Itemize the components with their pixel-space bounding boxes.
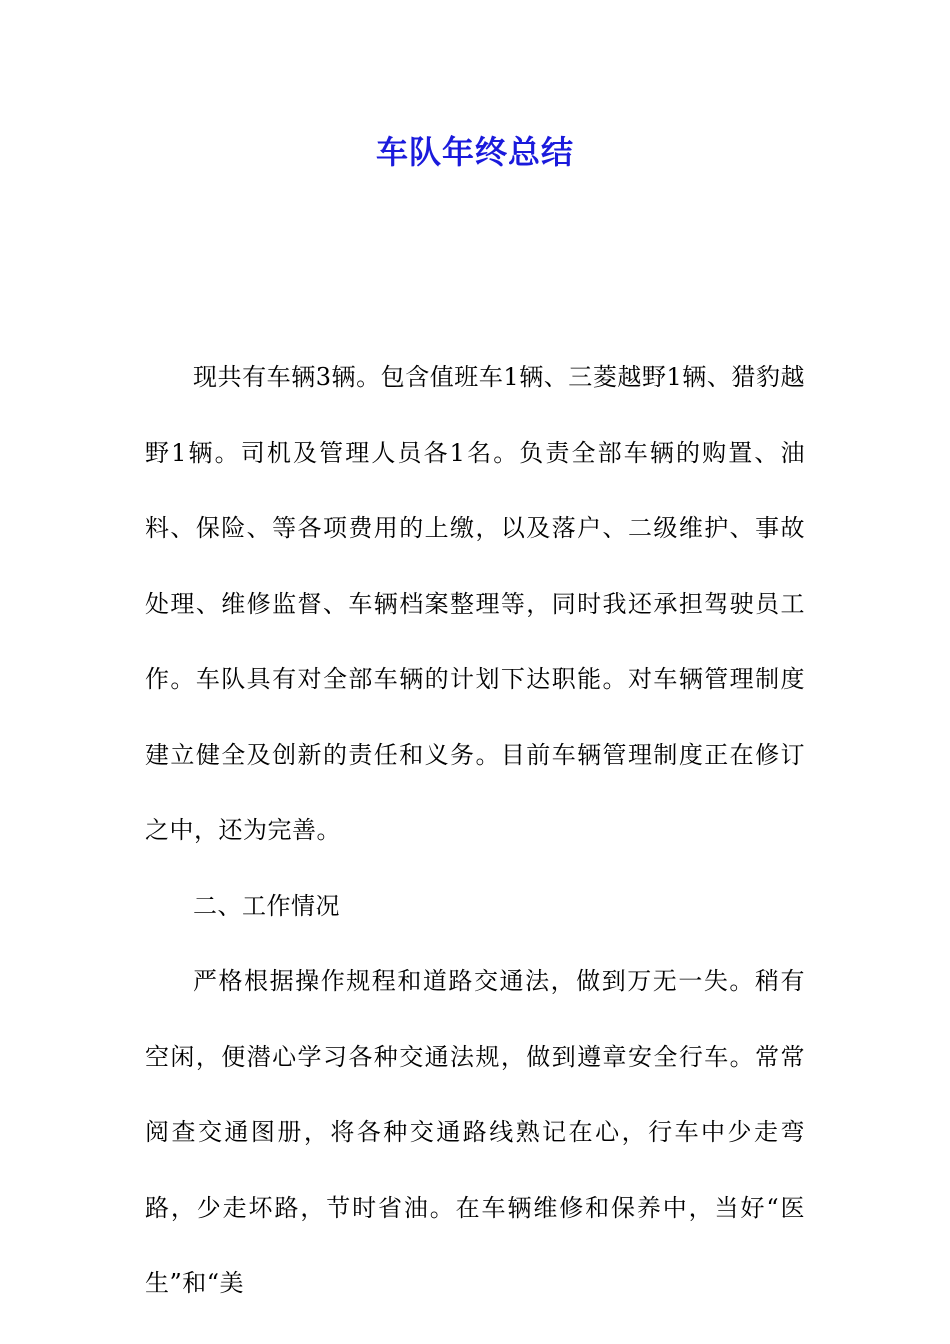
document-title: 车队年终总结	[375, 133, 574, 171]
section-heading-work-situation: 二、工作情况	[193, 891, 340, 920]
paragraph-vehicle-overview: 现共有车辆3辆。包含值班车1辆、三菱越野1辆、猎豹越野1辆。司机及管理人员各1名。负责全部车辆的购置、油料、保险、等各项费用的上缴，以及落户、二级维护、事故处理、维修监督、车辆档案整理等，同时我还承担驾驶员工作。车队具有对全部车辆的计划下达职能。对车辆管理制度建立健全及创新的责任和义务。目前车辆管理制度正在修订之中，还为完善。	[145, 363, 805, 844]
paragraph-work-details: 严格根据操作规程和道路交通法，做到万无一失。稍有空闲，便潜心学习各种交通法规，做到遵章安全行车。常常阅查交通图册，将各种交通路线熟记在心，行车中少走弯路，少走坏路，节时省油。在车辆维修和保养中，当好“医生”和“美	[145, 967, 805, 1297]
document-body	[145, 340, 805, 1322]
